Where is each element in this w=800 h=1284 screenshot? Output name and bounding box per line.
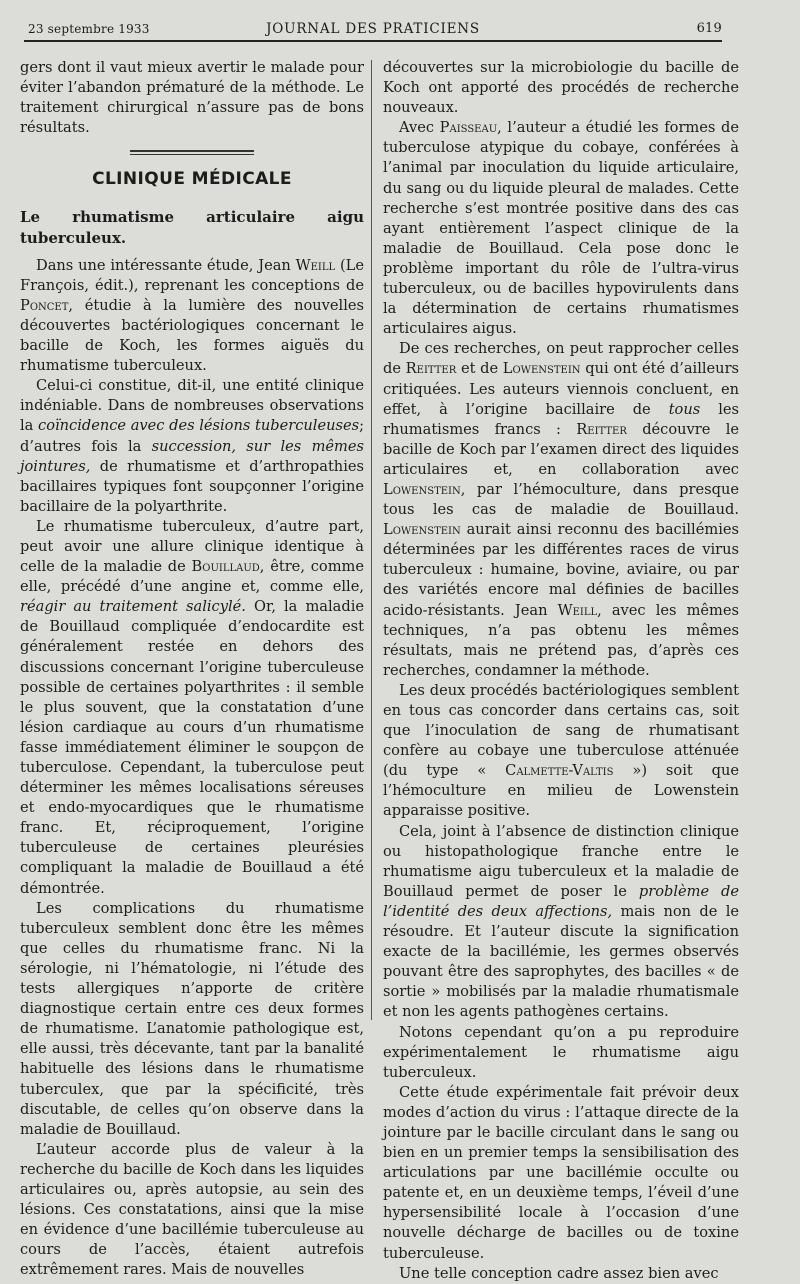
paragraph: Les complications du rhumatisme tuberculeux semblent donc être les mêmes que celles du rhumatisme franc. Ni la sérologie, ni l’hématologie, ni l’étude des tests allergiques n’apporte de critère diagnostique certain entre ces deux formes de rhumatisme. L’anatomie pathologique est, elle aussi, très décevante, tant par la banalité habituelle des lésions dans le rhumatisme tuberculex, que par la spécificité, très discutable, de celles qu’on observe dans la maladie de Bouillaud. xyxy=(20,899,364,1138)
paragraph: Avec Paisseau, l’auteur a étudié les formes de tuberculose atypique du cobaye, conférées à l’animal par inoculation du liquide articulaire, du sang ou du liquide pleural de malades. Cette recherche s’est montrée positive dans des cas ayant entièrement l’aspect clinique de la maladie de Bouillaud. Cela pose donc le problème important du rôle de l’ultra-virus tuberculeux, ou de bacilles hypovirulents dans la détermination de certains rhumatismes articulaires aigus. xyxy=(383,119,739,338)
journal-title: JOURNAL DES PRATICIENS xyxy=(266,21,480,37)
paragraph: L’auteur accorde plus de valeur à la recherche du bacille de Koch dans les liquides articulaires ou, après autopsie, au sein des lésions. Ces constatations, ainsi que la mise en évidence d’une bacillémie tuberculeuse au cours de l’accès, étaient autrefois extrêmement rares. Mais de nouvelles xyxy=(20,1140,364,1279)
paragraph: Cette étude expérimentale fait prévoir deux modes d’action du virus : l’attaque directe de la jointure par le bacille circulant dans le sang ou bien en un premier temps la sensibilisation des articulations par une bacillémie occulte ou patente et, en un deuxième temps, l’éveil d’une hypersensibilité locale à l’occasion d’une nouvelle décharge de bacilles ou de toxine tuberculeuse. xyxy=(383,1083,739,1262)
left-column xyxy=(20,58,364,1280)
continued-paragraph: découvertes sur la microbiologie du bacille de Koch ont apporté des procédés de recherche nouveaux. xyxy=(383,59,739,117)
author-name: Bouillaud xyxy=(191,558,260,576)
author-name: Weill xyxy=(557,601,598,619)
paragraph: Cela, joint à l’absence de distinction clinique ou histopathologique franche entre le rhumatisme aigu tuberculeux et la maladie de Bouillaud permet de poser le problème de l’identité des deux affections, mais non de le résoudre. Et l’auteur discute la signification exacte de la bacillémie, les germes observés pouvant être des saprophytes, des bacilles « de sortie » mobilisés par la maladie rhumatismale et non les agents pathogènes certains. xyxy=(383,822,740,1021)
section-title: CLINIQUE MÉDICALE xyxy=(92,169,292,190)
paragraph: Les deux procédés bactériologiques semblent en tous cas concorder dans certains cas, soit que l’inoculation de sang de rhumatisant confère au cobaye une tuberculose atténuée (du type « Calmette-Valtis ») soit que l’hémoculture en milieu de Lowenstein apparaisse positive. xyxy=(383,681,739,820)
page-number: 619 xyxy=(696,21,722,36)
paragraph: Le rhumatisme tuberculeux, d’autre part, peut avoir une allure clinique identique à celle de la maladie de Bouillaud, être, comme elle, précédé d’une angine et, comme elle, réagir au traitement salicylé. Or, la maladie de Bouillaud compliquée d’endocardite est généralement restée en dehors des discussions concernant l’origine tuberculeuse possible de certaines polyarthrites : il semble le plus souvent, que la constatation d’une lésion cardiaque au cours d’un rhumatisme fasse immédiatement éliminer le soupçon de tuberculose. Cependant, la tuberculose peut déterminer les mêmes localisations séreuses et endo-myocardiques que le rhumatisme franc. Et, réciproquement, l’origine tuberculeuse de certaines pleurésies compliquant la maladie de Bouillaud a été démontrée. xyxy=(20,517,365,897)
author-name: Calmette-Valtis xyxy=(505,762,614,780)
article-title: Le rhumatisme articulaire aigu tuberculeux. xyxy=(20,208,364,247)
continued-paragraph: gers dont il vaut mieux avertir le malade pour éviter l’abandon prématuré de la méthode. Le traitement chirurgical n’assure pas de bons résultats. xyxy=(20,59,364,137)
paragraph: Celui-ci constitue, dit-il, une entité clinique indéniable. Dans de nombreuses observations la coïncidence avec des lésions tuberculeuses; d’autres fois la succession, sur les mêmes jointures, de rhumatisme et d’arthropathies bacillaires typiques font soupçonner l’origine bacillaire de la polyarthrite. xyxy=(20,377,365,515)
paragraph: Notons cependant qu’on a pu reproduire expérimentalement le rhumatisme aigu tuberculeux. xyxy=(383,1023,739,1081)
paragraph: Une telle conception cadre assez bien avec xyxy=(399,1264,719,1282)
author-name: Paisseau xyxy=(439,119,498,137)
right-column xyxy=(383,58,739,1284)
author-name: Reitter xyxy=(576,420,627,438)
author-name: Lowenstein xyxy=(383,480,461,498)
paragraph: De ces recherches, on peut rapprocher celles de Reitter et de Lowenstein qui ont été d’ailleurs critiquées. Les auteurs viennois concluent, en effet, à l’origine bacillaire de tous les rhumatismes francs : Reitter découvre le bacille de Koch par l’examen direct des liquides articulaires et, en collaboration avec Lowenstein, par l’hémoculture, dans presque tous les cas de maladie de Bouillaud. Lowenstein aurait ainsi reconnu des bacillémies déterminées par les différentes races de virus tuberculeux : humaine, bovine, aviaire, ou par des variétés encore mal définies de bacilles acido-résistants. Jean Weill, avec les mêmes techniques, n’a pas obtenu les mêmes résultats, mais ne prétend pas, d’après ces recherches, condamner la méthode. xyxy=(383,340,740,679)
column-divider xyxy=(371,60,372,1020)
paragraph: Dans une intéressante étude, Jean Weill (Le François, édit.), reprenant les conceptions de Poncet, étudie à la lumière des nouvelles découvertes bactériologiques concernant le bacille de Koch, les formes aiguës du rhumatisme tuberculeux. xyxy=(20,256,364,375)
author-name: Lowenstein xyxy=(502,360,581,378)
author-name: Reitter xyxy=(405,360,457,378)
header-date: 23 septembre 1933 xyxy=(28,22,150,36)
author-name: Weill xyxy=(295,256,336,274)
section-ornament xyxy=(130,150,254,155)
author-name: Poncet xyxy=(20,296,69,314)
author-name: Lowenstein xyxy=(383,521,461,539)
running-header xyxy=(24,18,722,42)
